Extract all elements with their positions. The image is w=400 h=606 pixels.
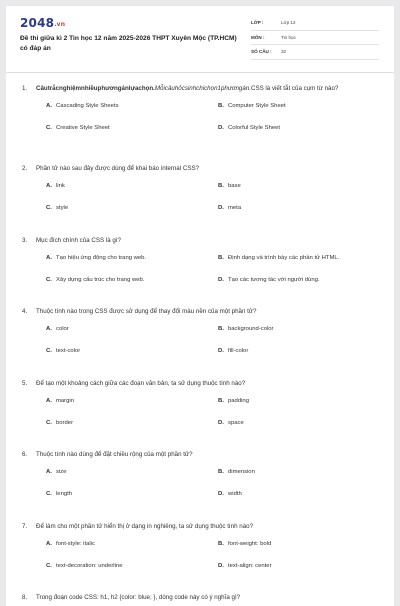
question-body [36,307,384,316]
question-body [36,84,384,93]
option-letter: B. [218,540,224,547]
option-letter: D. [218,276,224,283]
option-letter: D. [218,205,224,212]
question-text [22,593,384,602]
option-text: Tạo các tương tác với người dùng. [228,276,320,283]
meta-row [251,31,379,46]
option-letter: C. [46,491,52,498]
option-text: size [56,469,67,476]
option-text: Cascading Style Sheets [56,103,119,110]
option-text: text-color [56,348,81,355]
answer-option[interactable] [46,324,218,346]
option-letter: A. [46,103,52,110]
option-text: Xây dựng cấu trúc cho trang web. [56,276,145,283]
option-text: space [228,419,244,426]
meta-label: MÔN : [251,34,265,40]
question [22,236,384,308]
question-prompt: Phần tử nào sau đây được dùng để khai báo internal CSS? [36,165,200,172]
option-letter: C. [46,562,52,569]
question-number: 6. [22,451,28,458]
option-text: style [56,205,69,212]
option-text: text-decoration: underline [56,562,123,569]
answer-option[interactable] [46,203,218,225]
question-text [22,307,384,316]
answer-option[interactable] [218,346,384,368]
question-text [22,84,384,93]
option-letter: D. [218,348,224,355]
meta-label: LỚP : [251,20,264,26]
answer-options [22,467,384,511]
page-header [6,6,394,72]
answer-option[interactable] [46,539,218,561]
answer-option[interactable] [46,123,218,145]
option-letter: B. [218,326,224,333]
question-text [22,236,384,245]
option-text: width [228,491,242,498]
option-letter: B. [218,469,224,476]
answer-options [22,396,384,440]
answer-option[interactable] [218,489,384,511]
answer-option[interactable] [218,396,384,418]
option-text: meta [228,205,242,212]
option-text: Tạo hiệu ứng động cho trang web. [56,254,147,261]
option-letter: A. [46,254,52,261]
option-letter: B. [218,103,224,110]
meta-value: Tin học [281,34,296,40]
answer-option[interactable] [218,539,384,561]
answer-option[interactable] [218,123,384,145]
option-text: Định dạng và trình bày các phần tử HTML. [228,254,340,261]
answer-option[interactable] [46,467,218,489]
question-body [36,236,384,245]
answer-option[interactable] [218,101,384,123]
option-text: border [56,419,74,426]
question [22,379,384,451]
answer-option[interactable] [46,346,218,368]
answer-option[interactable] [46,561,218,583]
option-text: length [56,491,73,498]
question-prompt: Trong đoạn code CSS: h1, h2 {color: blue; }, dòng code này có ý nghĩa gì? [36,594,241,601]
header-divider [6,72,394,73]
option-letter: D. [218,562,224,569]
question-body [36,164,384,173]
answer-option[interactable] [46,418,218,440]
question-prompt: CSS là viết tắt của cụm từ nào? [250,85,339,92]
exam-title: Đề thi giữa kì 2 Tin học 12 năm 2025-2026 THPT Xuyên Mộc (TP.HCM) có đáp án [20,35,237,52]
option-letter: D. [218,419,224,426]
question-prompt: Mục đích chính của CSS là gì? [36,236,121,244]
option-text: padding [228,397,249,404]
option-letter: C. [46,419,52,426]
answer-option[interactable] [218,418,384,440]
logo-number: 2048 [20,16,55,30]
option-letter: B. [218,254,224,261]
answer-options [22,539,384,583]
answer-option[interactable] [218,275,384,297]
question [22,164,384,236]
option-text: font-style: italic [56,540,95,547]
question-number: 4. [22,308,28,315]
answer-option[interactable] [46,489,218,511]
option-text: text-align: center [228,562,272,569]
answer-options [22,253,384,297]
question-number: 3. [22,236,28,244]
question-text [22,450,384,459]
option-letter: C. [46,125,52,132]
question-number: 5. [22,379,28,387]
answer-option[interactable] [46,101,218,123]
option-letter: B. [218,183,224,190]
logo-domain: .vn [54,21,66,28]
option-letter: A. [46,326,52,333]
answer-options [22,101,384,145]
option-text: link [56,183,65,190]
answer-option[interactable] [218,253,384,275]
question [22,450,384,522]
question-prompt: Để làm cho một phần tử hiển thị ở dạng in nghiêng, ta sử dụng thuộc tính nào? [36,522,254,530]
question-text [22,164,384,173]
question-number: 8. [22,594,28,601]
document-page [6,6,394,606]
option-letter: A. [46,397,52,404]
question-text [22,379,384,388]
question-body [36,593,384,602]
option-text: font-weight: bold [228,540,272,547]
option-text: Computer Style Sheet [228,103,286,110]
question-text [22,522,384,531]
question-prompt: Để tạo một khoảng cách giữa các đoạn văn bản, ta sử dụng thuộc tính nào? [36,379,246,387]
answer-option[interactable] [46,253,218,275]
option-letter: B. [218,397,224,404]
question [22,307,384,379]
answer-option[interactable] [218,467,384,489]
exam-meta [251,16,379,60]
option-letter: C. [46,205,52,212]
option-letter: A. [46,469,52,476]
option-letter: D. [218,125,224,132]
answer-options [22,181,384,225]
answer-option[interactable] [46,275,218,297]
question-prompt: Thuộc tính nào trong CSS được sử dụng để thay đổi màu nền của một phần tử? [36,308,257,315]
meta-value: Lớp 12 [281,20,296,26]
option-text: Colorful Style Sheet [228,125,281,132]
question-prompt: Thuộc tính nào dùng để đặt chiều rộng của một phần tử? [36,451,193,458]
question-number: 1. [22,85,28,92]
question [22,522,384,594]
answer-options [22,324,384,368]
question [22,84,384,164]
answer-option[interactable] [218,181,384,203]
answer-option[interactable] [218,324,384,346]
option-text: margin [56,397,75,404]
option-text: color [56,326,69,333]
question-body [36,379,384,388]
meta-row [251,16,379,31]
meta-value: 32 [281,49,287,55]
option-text: background-color [228,326,274,333]
question-body [36,522,384,531]
question-number: 7. [22,522,28,530]
meta-row [251,45,379,60]
option-letter: D. [218,491,224,498]
question-instruction-italic: Mỗicâuhỏcsinhchichọn1phươngán. [154,85,251,92]
question-number: 2. [22,165,28,172]
question-instruction: Câutrắcnghiệmnhiềuphươngánlựachọn. [36,85,155,92]
option-letter: C. [46,348,52,355]
option-text: fill-color [228,348,249,355]
question-body [36,450,384,459]
meta-label: SỐ CÂU : [251,49,272,55]
option-letter: A. [46,540,52,547]
answer-option[interactable] [218,561,384,583]
option-text: dimension [228,469,255,476]
option-letter: C. [46,276,52,283]
answer-option[interactable] [46,181,218,203]
option-text: Creative Style Sheet [56,125,110,132]
option-text: base [228,183,241,190]
answer-option[interactable] [218,203,384,225]
answer-option[interactable] [46,396,218,418]
option-letter: A. [46,183,52,190]
question-list [22,84,384,606]
